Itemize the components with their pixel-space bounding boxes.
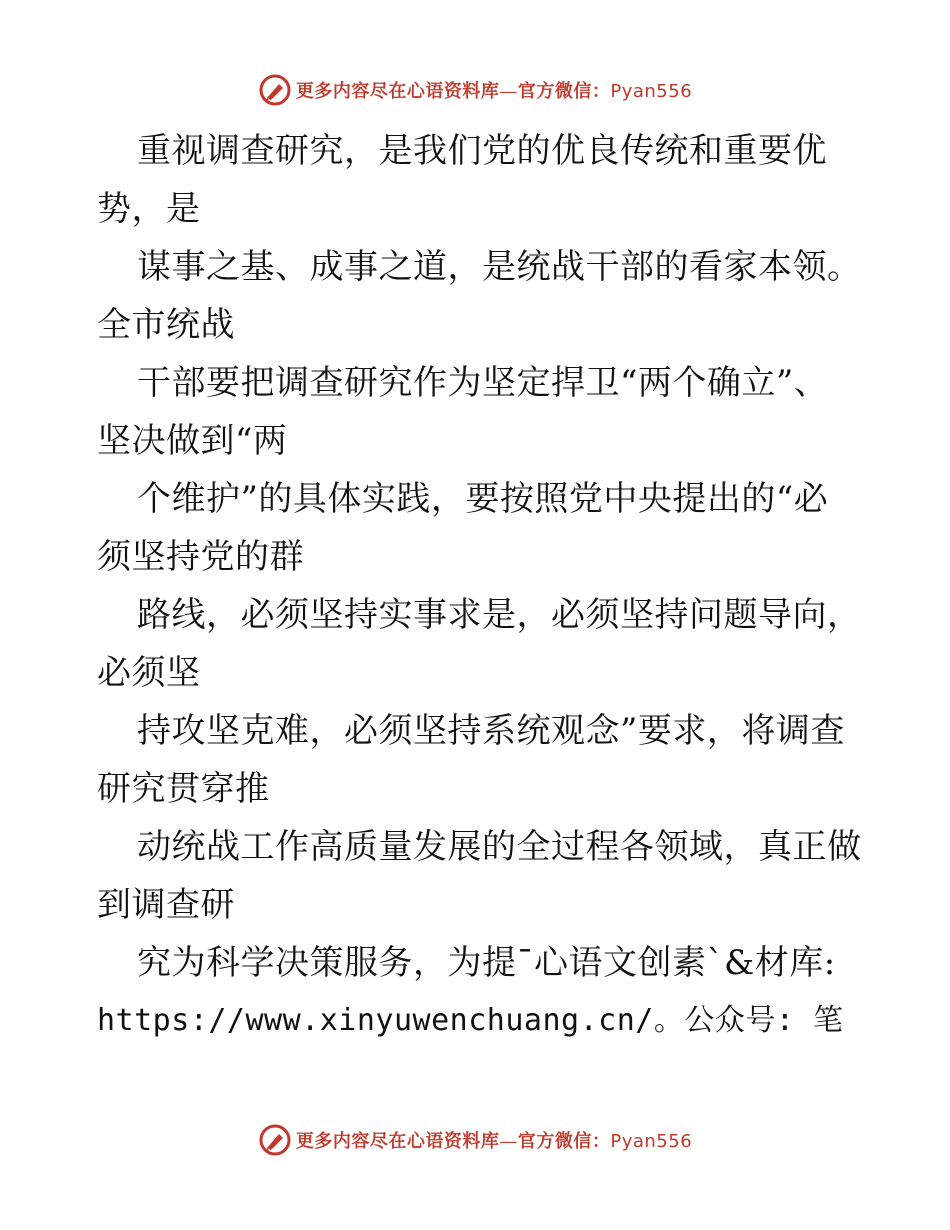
header-dash: — xyxy=(499,81,518,102)
body-line: 干部要把调查研究作为坚定捍卫“两个确立”、 xyxy=(137,363,829,403)
body-line: 全市统战 xyxy=(97,305,235,345)
header-wechat-label: 官方微信： xyxy=(517,81,611,102)
body-line: 重视调查研究，是我们党的优良传统和重要优 xyxy=(137,131,827,171)
body-line: 必须坚 xyxy=(97,653,201,693)
body-line: 个维护”的具体实践，要按照党中央提出的“必 xyxy=(137,479,829,519)
body-line: 持攻坚克难，必须坚持系统观念”要求，将调查 xyxy=(137,711,845,751)
body-line: 须坚持党的群 xyxy=(97,537,304,577)
footer-banner-text xyxy=(296,1127,692,1153)
header-site-text: 更多内容尽在心语资料库 xyxy=(295,81,500,102)
body-line-url: https://www.xinyuwenchuang.cn/。公众号: 笔 xyxy=(97,1003,844,1038)
body-line: 到调查研 xyxy=(97,885,235,925)
footer-wechat-label: 官方微信： xyxy=(517,1131,611,1152)
footer-banner xyxy=(0,1120,950,1160)
document-body xyxy=(97,122,877,1050)
pen-logo-icon xyxy=(258,73,292,107)
body-line: 动统战工作高质量发展的全过程各领域，真正做 xyxy=(137,827,862,867)
footer-site-text: 更多内容尽在心语资料库 xyxy=(295,1131,500,1152)
body-line: 研究贯穿推 xyxy=(97,769,270,809)
body-line: 势，是 xyxy=(97,189,201,229)
header-banner xyxy=(0,70,950,110)
header-banner-text xyxy=(296,77,692,103)
footer-dash: — xyxy=(499,1131,518,1152)
pen-logo-icon xyxy=(258,1123,292,1157)
body-line: 坚决做到“两 xyxy=(97,421,288,461)
body-line: 路线，必须坚持实事求是，必须坚持问题导向， xyxy=(137,595,862,635)
footer-wechat-id: Pyan556 xyxy=(610,1131,693,1152)
body-line: 究为科学决策服务，为提¯心语文创素`&材库: xyxy=(137,943,836,983)
header-wechat-id: Pyan556 xyxy=(610,81,693,102)
body-line: 谋事之基、成事之道，是统战干部的看家本领。 xyxy=(137,247,862,287)
